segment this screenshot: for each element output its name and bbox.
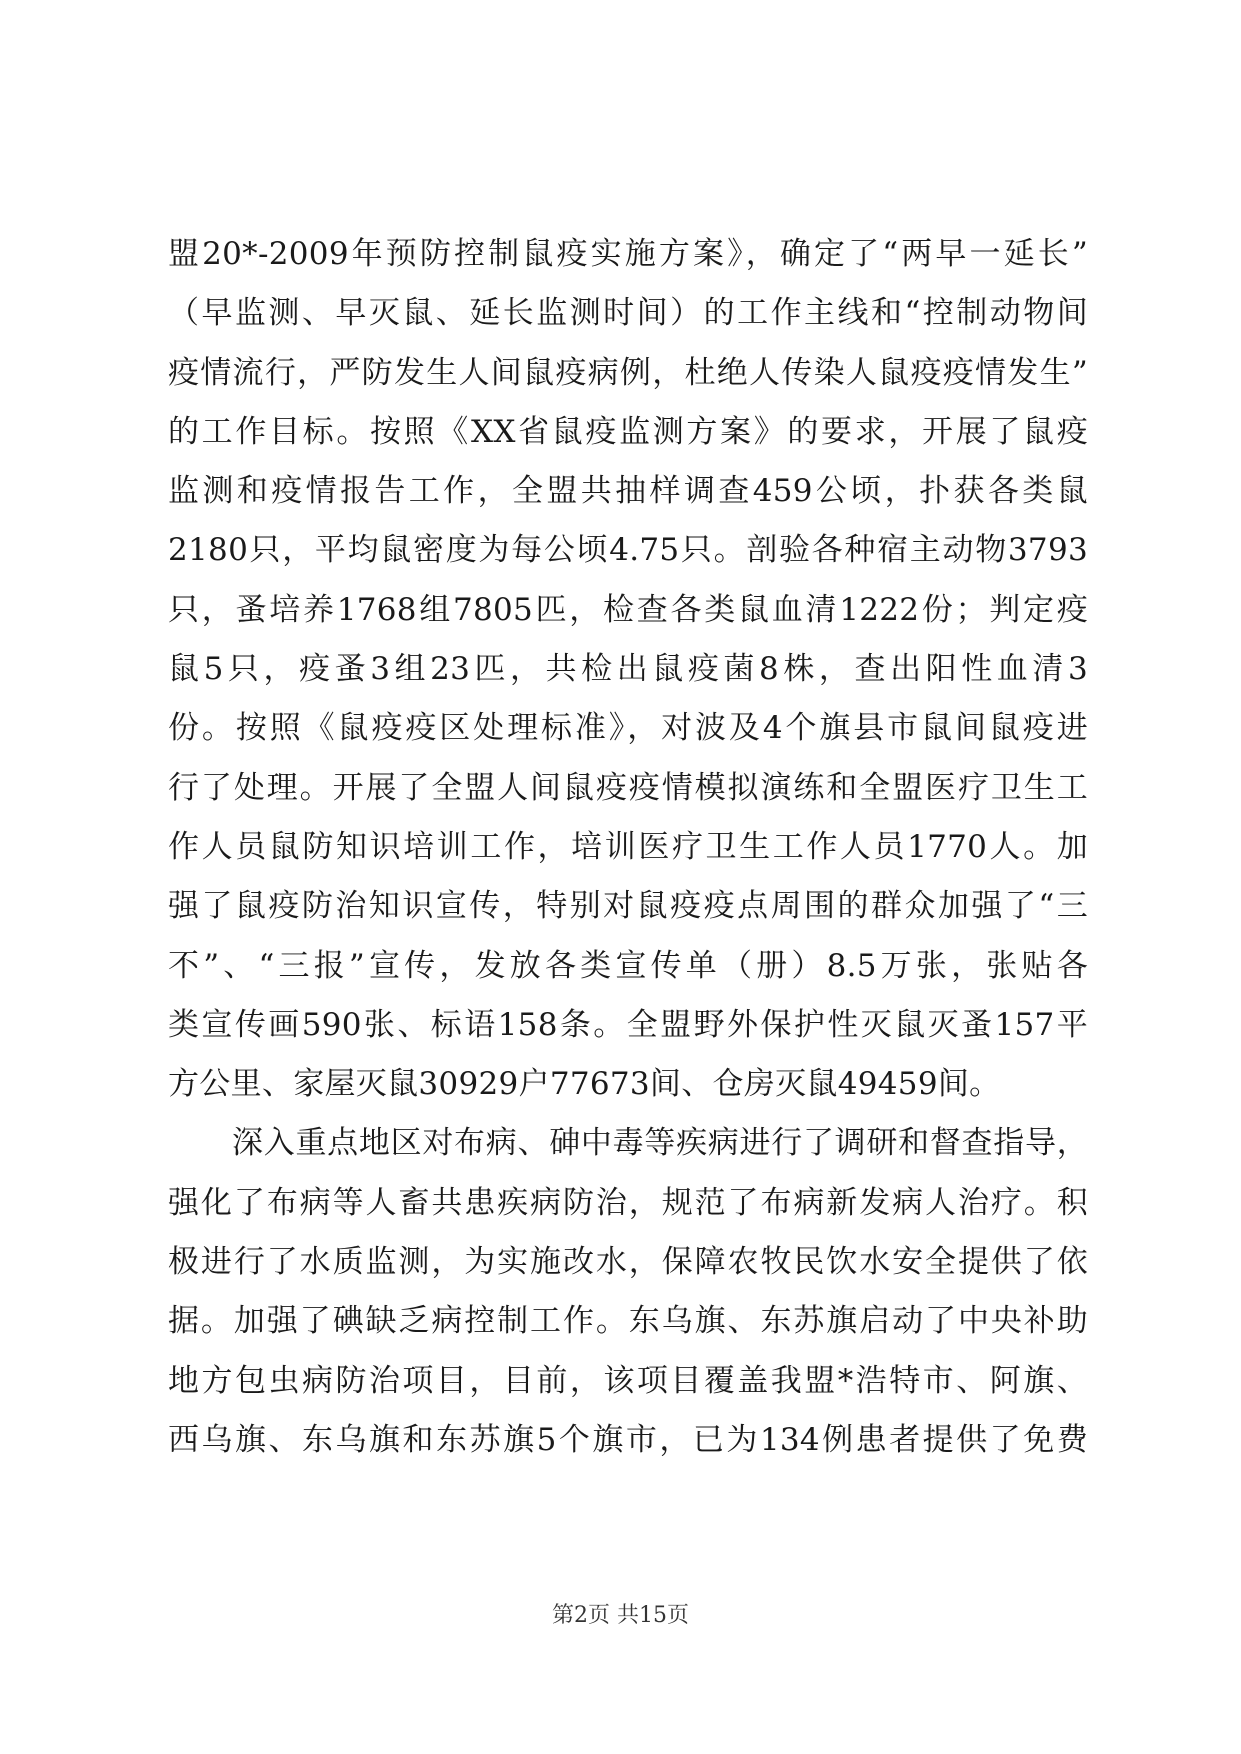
text-line: 只，蚤培养1768组7805匹，检查各类鼠血清1222份；判定疫 — [168, 591, 1088, 628]
text-line: 作人员鼠防知识培训工作，培训医疗卫生工作人员1770人。加 — [168, 828, 1088, 865]
text-line: 疫情流行，严防发生人间鼠疫病例，杜绝人传染人鼠疫疫情发生” — [168, 354, 1088, 391]
paragraph — [168, 225, 1088, 1114]
text-line: 强了鼠疫防治知识宣传，特别对鼠疫疫点周围的群众加强了“三 — [168, 888, 1088, 925]
text-line: 2180只，平均鼠密度为每公顷4.75只。剖验各种宿主动物3793 — [168, 532, 1088, 569]
document-body — [168, 225, 1088, 1470]
text-line: 份。按照《鼠疫疫区处理标准》，对波及4个旗县市鼠间鼠疫进 — [168, 710, 1088, 747]
text-line: 行了处理。开展了全盟人间鼠疫疫情模拟演练和全盟医疗卫生工 — [168, 769, 1088, 806]
text-line: （早监测、早灭鼠、延长监测时间）的工作主线和“控制动物间 — [168, 295, 1088, 332]
text-line: 方公里、家屋灭鼠30929户77673间、仓房灭鼠49459间。 — [168, 1066, 1001, 1103]
text-line: 深入重点地区对布病、砷中毒等疾病进行了调研和督查指导， — [232, 1125, 1088, 1162]
paragraph — [168, 1114, 1088, 1470]
text-line: 不”、“三报”宣传，发放各类宣传单（册）8.5万张，张贴各 — [168, 947, 1088, 984]
text-line: 西乌旗、东乌旗和东苏旗5个旗市，已为134例患者提供了免费 — [168, 1421, 1088, 1458]
text-line: 类宣传画590张、标语158条。全盟野外保护性灭鼠灭蚤157平 — [168, 1006, 1088, 1043]
text-line: 强化了布病等人畜共患疾病防治，规范了布病新发病人治疗。积 — [168, 1184, 1088, 1221]
text-line: 的工作目标。按照《XX省鼠疫监测方案》的要求，开展了鼠疫 — [168, 413, 1088, 450]
text-line: 鼠5只，疫蚤3组23匹，共检出鼠疫菌8株，查出阳性血清3 — [168, 651, 1088, 688]
text-line: 地方包虫病防治项目，目前，该项目覆盖我盟*浩特市、阿旗、 — [168, 1362, 1088, 1399]
page-number-footer: 第2页 共15页 — [552, 1603, 689, 1628]
text-line: 据。加强了碘缺乏病控制工作。东乌旗、东苏旗启动了中央补助 — [168, 1303, 1088, 1340]
text-line: 监测和疫情报告工作，全盟共抽样调查459公顷，扑获各类鼠 — [168, 473, 1088, 510]
text-line: 盟20*-2009年预防控制鼠疫实施方案》，确定了“两早一延长” — [168, 236, 1088, 272]
text-line: 极进行了水质监测，为实施改水，保障农牧民饮水安全提供了依 — [168, 1244, 1088, 1281]
